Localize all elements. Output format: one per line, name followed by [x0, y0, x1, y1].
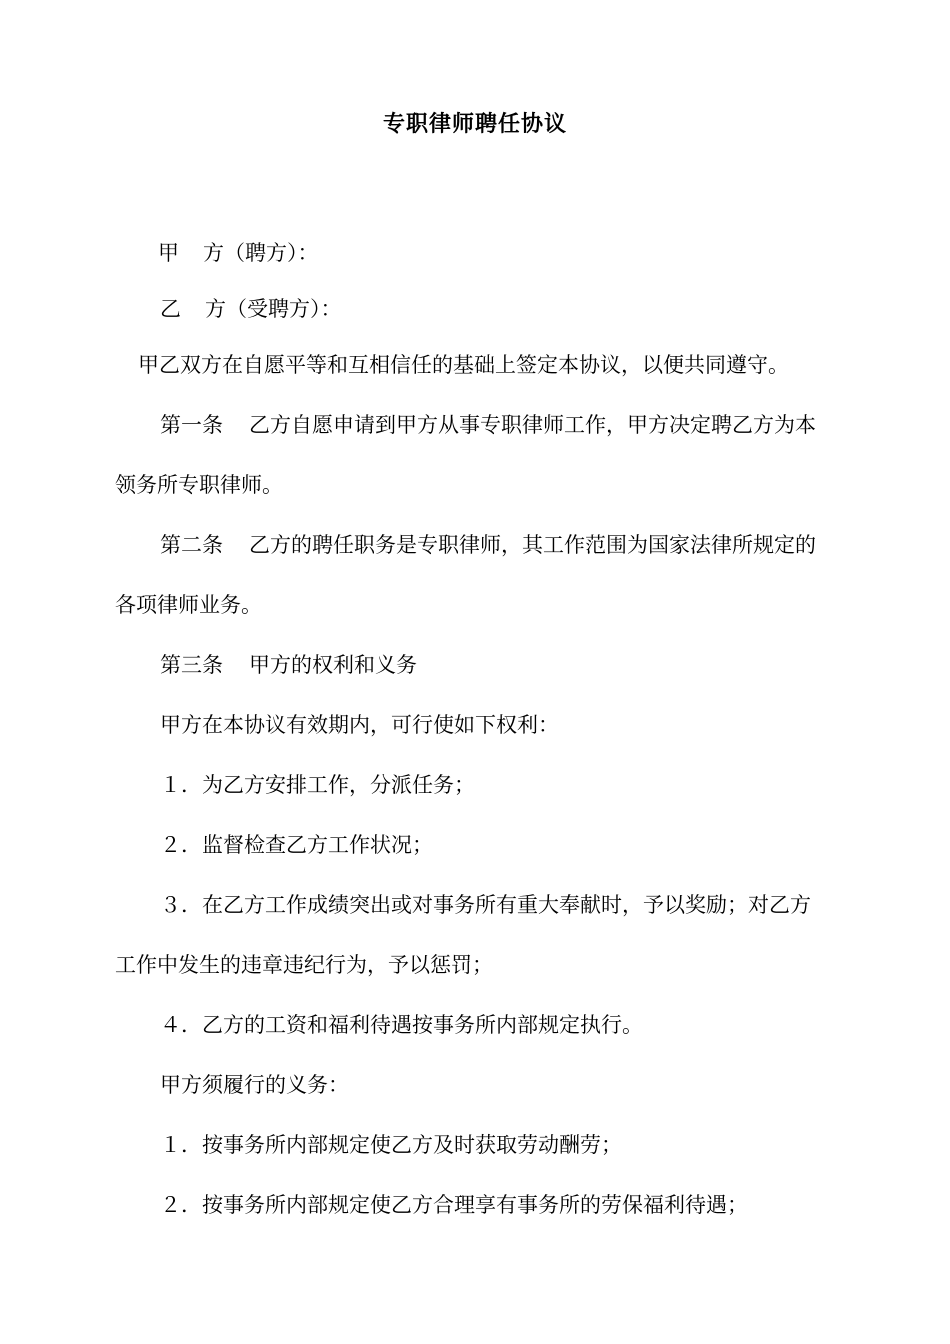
duties-item-2 [160, 1190, 748, 1220]
party-b-role: 方（受聘方）： [205, 297, 342, 321]
rights-item-1 [160, 770, 475, 800]
list-number: ４． [160, 1013, 202, 1037]
party-a-label: 甲 [158, 241, 179, 265]
article-2-line-2: 各项律师业务。 [115, 593, 262, 617]
intro-paragraph: 甲乙双方在自愿平等和互相信任的基础上签定本协议，以便共同遵守。 [138, 353, 789, 377]
list-number: １． [160, 1133, 202, 1157]
list-text: 按事务所内部规定使乙方及时获取劳动酬劳； [202, 1133, 622, 1157]
rights-item-4 [160, 1010, 643, 1040]
article-2-text: 乙方的聘任职务是专职律师，其工作范围为国家法律所规定的 [249, 533, 816, 557]
list-text: 按事务所内部规定使乙方合理享有事务所的劳保福利待遇； [202, 1193, 748, 1217]
list-number: １． [160, 773, 202, 797]
article-2-line-1 [160, 530, 816, 560]
article-1-heading: 第一条 [160, 413, 223, 437]
rights-item-3-continued: 工作中发生的违章违纪行为，予以惩罚； [115, 953, 493, 977]
list-number: ３． [160, 893, 202, 917]
list-text: 在乙方工作成绩突出或对事务所有重大奉献时，予以奖励；对乙方 [202, 893, 811, 917]
rights-item-2 [160, 830, 433, 860]
party-a-role: 方（聘方）： [203, 241, 319, 265]
document-title: 专职律师聘任协议 [382, 112, 567, 137]
article-1-line-1 [160, 410, 816, 440]
rights-intro: 甲方在本协议有效期内，可行使如下权利： [160, 713, 559, 737]
party-b-line [160, 294, 342, 324]
list-text: 乙方的工资和福利待遇按事务所内部规定执行。 [202, 1013, 643, 1037]
article-3-text: 甲方的权利和义务 [249, 653, 417, 677]
article-3-heading: 第三条 [160, 653, 223, 677]
list-text: 为乙方安排工作，分派任务； [202, 773, 475, 797]
duties-intro: 甲方须履行的义务： [160, 1073, 349, 1097]
rights-item-3 [160, 890, 811, 920]
list-number: ２． [160, 833, 202, 857]
article-1-text: 乙方自愿申请到甲方从事专职律师工作，甲方决定聘乙方为本 [249, 413, 816, 437]
article-3-line [160, 650, 417, 680]
party-b-label: 乙 [160, 297, 181, 321]
list-number: ２． [160, 1193, 202, 1217]
article-1-line-2: 领务所专职律师。 [115, 473, 283, 497]
article-2-heading: 第二条 [160, 533, 223, 557]
list-text: 监督检查乙方工作状况； [202, 833, 433, 857]
duties-item-1 [160, 1130, 622, 1160]
party-a-line [158, 238, 319, 268]
